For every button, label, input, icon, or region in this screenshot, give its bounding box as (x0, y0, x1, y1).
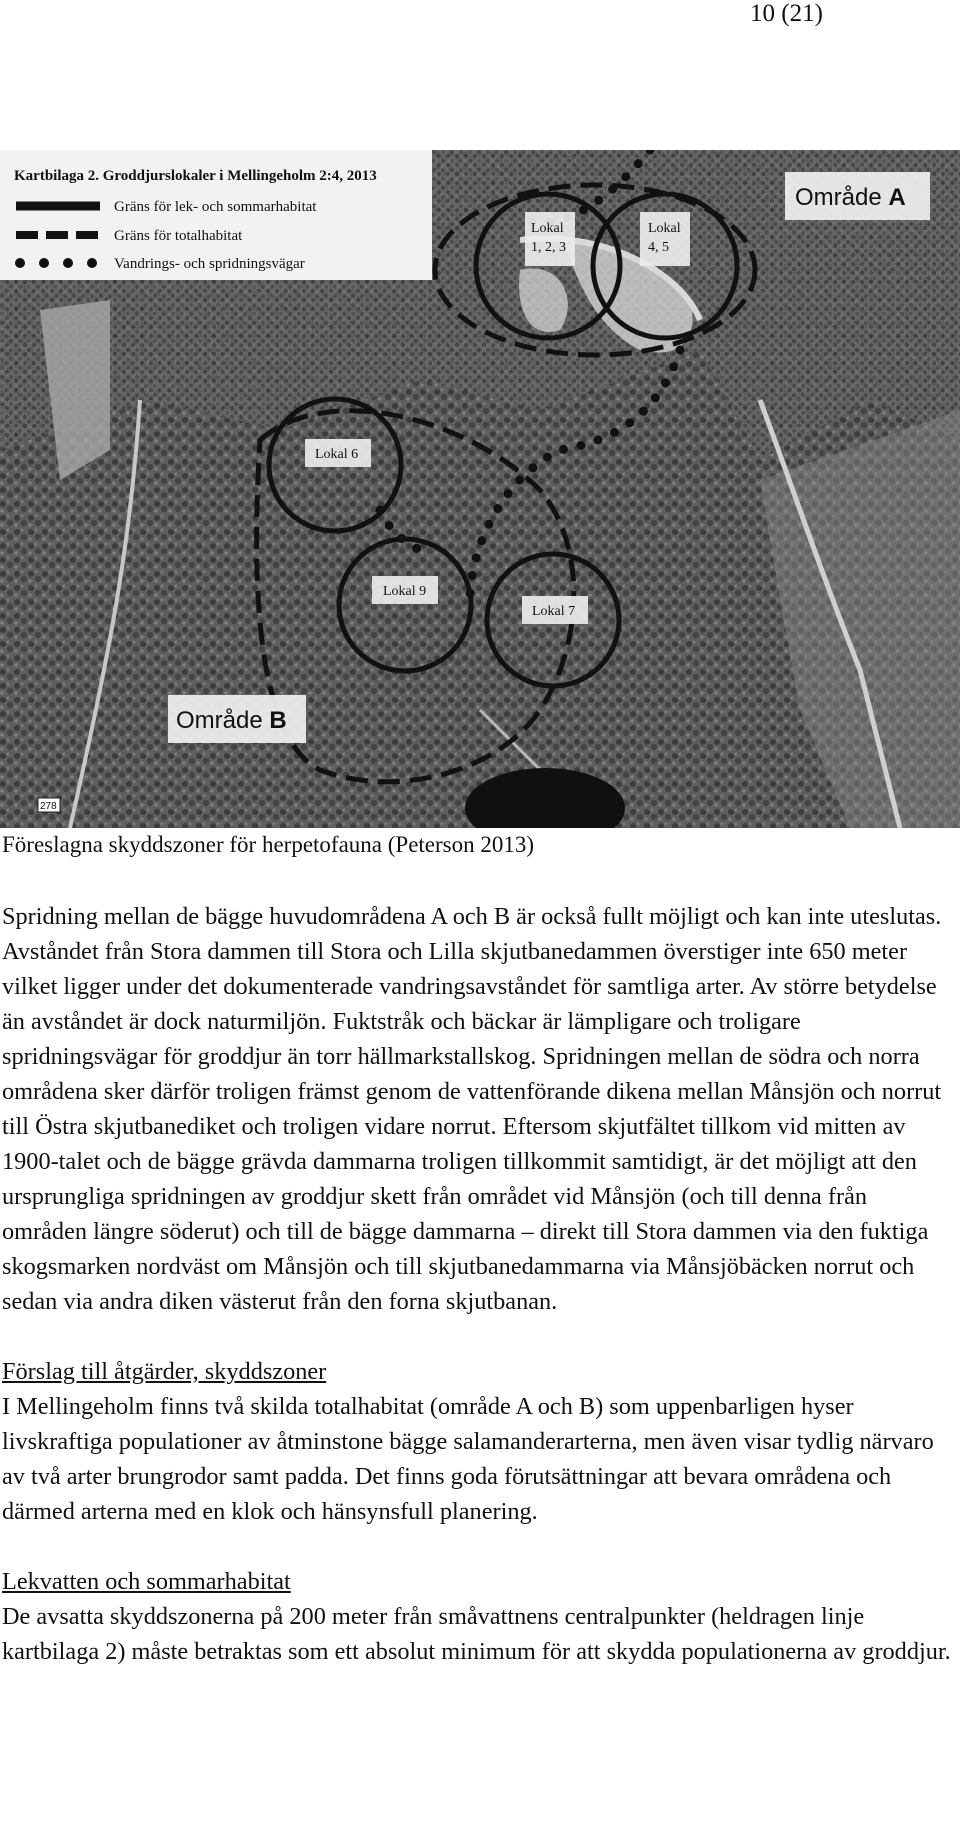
section-lekvatten (2, 1564, 957, 1669)
document-body (2, 899, 957, 1669)
svg-text:Område A: Område A (795, 184, 906, 211)
lokal-6-label (305, 439, 371, 467)
svg-text:1, 2, 3: 1, 2, 3 (531, 240, 566, 255)
lokal-45-label (640, 212, 690, 266)
area-a-label (785, 172, 930, 220)
area-b-label (168, 695, 306, 743)
legend-item-dotted: Vandrings- och spridningsvägar (114, 256, 305, 272)
section-text-lekvatten: De avsatta skyddszonerna på 200 meter från småvattnens centralpunkter (heldragen linje kartbilaga 2) måste betraktas som ett absolut minimum för att skydda populationerna av groddjur. (2, 1603, 951, 1665)
svg-text:Lokal: Lokal (648, 221, 681, 236)
section-skyddszoner (2, 1354, 957, 1529)
svg-text:Lokal: Lokal (531, 221, 564, 236)
section-heading-skyddszoner: Förslag till åtgärder, skyddszoner (2, 1358, 327, 1385)
svg-text:Lokal 9: Lokal 9 (383, 584, 427, 599)
figure-caption: Föreslagna skyddszoner för herpetofauna (Peterson 2013) (2, 832, 535, 857)
legend-title: Kartbilaga 2. Groddjurslokaler i Mellingeholm 2:4, 2013 (14, 168, 377, 184)
page-number: 10 (21) (750, 0, 823, 27)
lokal-7-label (522, 596, 588, 624)
legend-item-dashed: Gräns för totalhabitat (114, 228, 243, 244)
road-sign (38, 798, 60, 812)
paragraph-spridning: Spridning mellan de bägge huvudområdena A och B är också fullt möjligt och kan inte uteslutas. Avståndet från Stora dammen till Stora och Lilla skjutbanedammen överstiger inte 650 meter vilket ligger under det dokumenterade vandringsavståndet för samtliga arter. Av större betydelse än avståndet är dock naturmiljön. Fuktstråk och bäckar är lämpligare och troligare spridningsvägar för groddjur än torr hällmarkstallskog. Spridningen mellan de södra och norra områdena sker därför troligen främst genom de vattenförande dikena mellan Månsjön och norrut till Östra skjutbanediket och troligen vidare norrut. Eftersom skjutfältet tillkom vid mitten av 1900-talet och de bägge grävda dammarna troligen tillkommit samtidigt, är det möjligt att den ursprungliga spridningen av groddjur skett från området vid Månsjön (och till denna från områden längre söderut) och till de bägge dammarna – direkt till Stora dammen via den fuktiga skogsmarken nordväst om Månsjön och till skjutbanedammarna via Månsjöbäcken norrut och sedan via andra diken västerut från den forna skjutbanan. (2, 903, 942, 1315)
section-heading-lekvatten: Lekvatten och sommarhabitat (2, 1568, 291, 1595)
svg-text:Område B: Område B (176, 707, 287, 734)
svg-text:Lokal 6: Lokal 6 (315, 447, 359, 462)
legend-item-solid: Gräns för lek- och sommarhabitat (114, 199, 317, 215)
legend-box (0, 150, 432, 280)
svg-text:278: 278 (40, 801, 57, 812)
section-text-skyddszoner: I Mellingeholm finns två skilda totalhabitat (område A och B) som uppenbarligen hyser livskraftiga populationer av åtminstone bägge salamanderarterna, men även visar tydlig närvaro av två arter brungrodor samt padda. Det finns goda förutsättningar att bevara områdena och därmed arterna med en klok och hänsynsfull planering. (2, 1393, 934, 1525)
aerial-map-image (0, 150, 960, 828)
lokal-123-label (525, 212, 575, 266)
lokal-9-label (372, 576, 438, 604)
svg-text:4, 5: 4, 5 (648, 240, 669, 255)
svg-text:Lokal 7: Lokal 7 (532, 604, 576, 619)
